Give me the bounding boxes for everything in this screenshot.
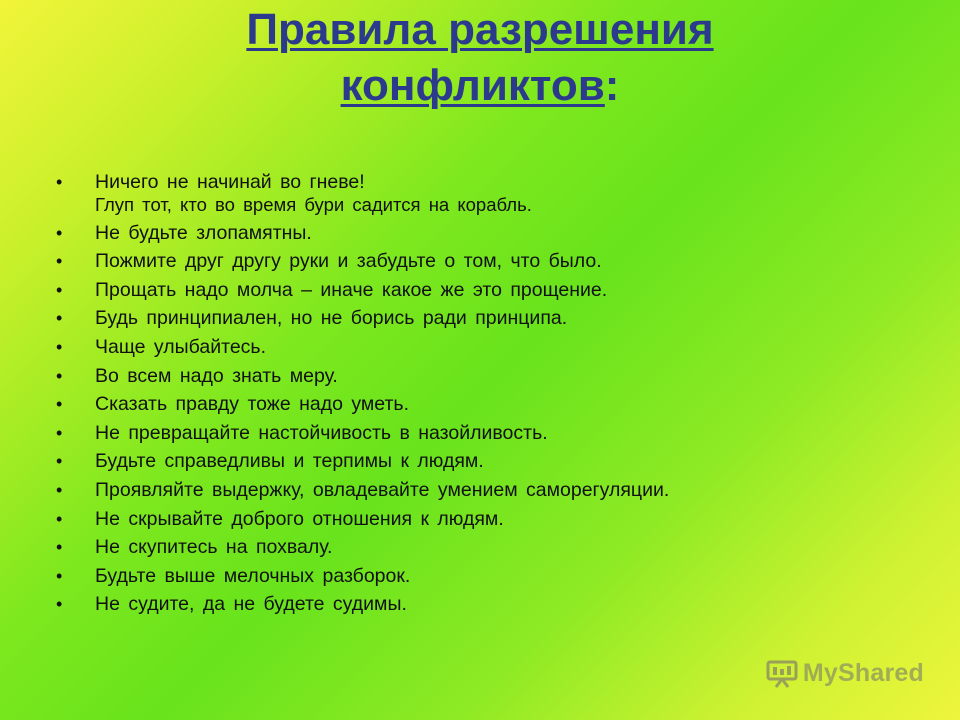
bullet-icon: • [56,336,63,357]
rules-list [56,170,916,621]
list-item [56,392,916,416]
bullet-icon: • [56,594,63,615]
list-item [56,278,916,302]
presentation-board-icon [765,658,799,688]
list-item [56,421,916,445]
myshared-watermark [765,656,924,690]
rule-text: Не скрывайте доброго отношения к людям. [95,507,504,530]
rule-text: Проявляйте выдержку, овладевайте умением саморегуляции. [95,478,670,501]
list-item [56,449,916,473]
bullet-icon: • [56,451,63,472]
bullet-icon: • [56,279,63,300]
title-line-1: Правила разрешения [246,5,714,54]
bullet-icon: • [56,537,63,558]
rule-text: Ничего не начинай во гневе! [95,171,365,193]
list-item [56,170,916,216]
bullet-icon: • [56,251,63,272]
rule-text: Будьте выше мелочных разборок. [95,564,411,587]
list-item [56,564,916,588]
bullet-icon: • [56,422,63,443]
rule-text: Не скупитесь на похвалу. [95,536,333,559]
list-item [56,507,916,531]
bullet-icon: • [56,565,63,586]
title-line-2: конфликтов [340,61,605,110]
rule-text: Будь принципиален, но не борись ради принципа. [95,307,568,330]
list-item [56,221,916,245]
rule-text: Не превращайте настойчивость в назойливость. [95,421,548,444]
slide-title [0,2,960,114]
rule-text: Не будьте злопамятны. [95,221,312,244]
list-item [56,335,916,359]
bullet-icon: • [56,172,63,192]
rule-text: Не судите, да не будете судимы. [95,593,407,616]
list-item [56,592,916,616]
list-item [56,249,916,273]
bullet-icon: • [56,508,63,529]
list-item [56,306,916,330]
list-item [56,364,916,388]
bullet-icon: • [56,365,63,386]
bullet-icon: • [56,394,63,415]
watermark-text: MyShared [802,658,924,687]
rule-text-continued: Глуп тот, кто во время бури садится на корабль. [95,194,532,215]
bullet-icon: • [56,222,63,243]
rule-text: Сказать правду тоже надо уметь. [95,393,410,416]
rule-text: Во всем надо знать меру. [95,364,338,387]
rule-text: Прощать надо молча – иначе какое же это прощение. [95,278,608,301]
rule-text: Чаще улыбайтесь. [95,335,266,358]
list-item [56,478,916,502]
bullet-icon: • [56,308,63,329]
list-item [56,535,916,559]
bullet-icon: • [56,479,63,500]
title-colon: : [604,61,620,110]
rule-text: Пожмите друг другу руки и забудьте о том, что было. [95,250,602,273]
rule-text: Будьте справедливы и терпимы к людям. [95,450,484,473]
